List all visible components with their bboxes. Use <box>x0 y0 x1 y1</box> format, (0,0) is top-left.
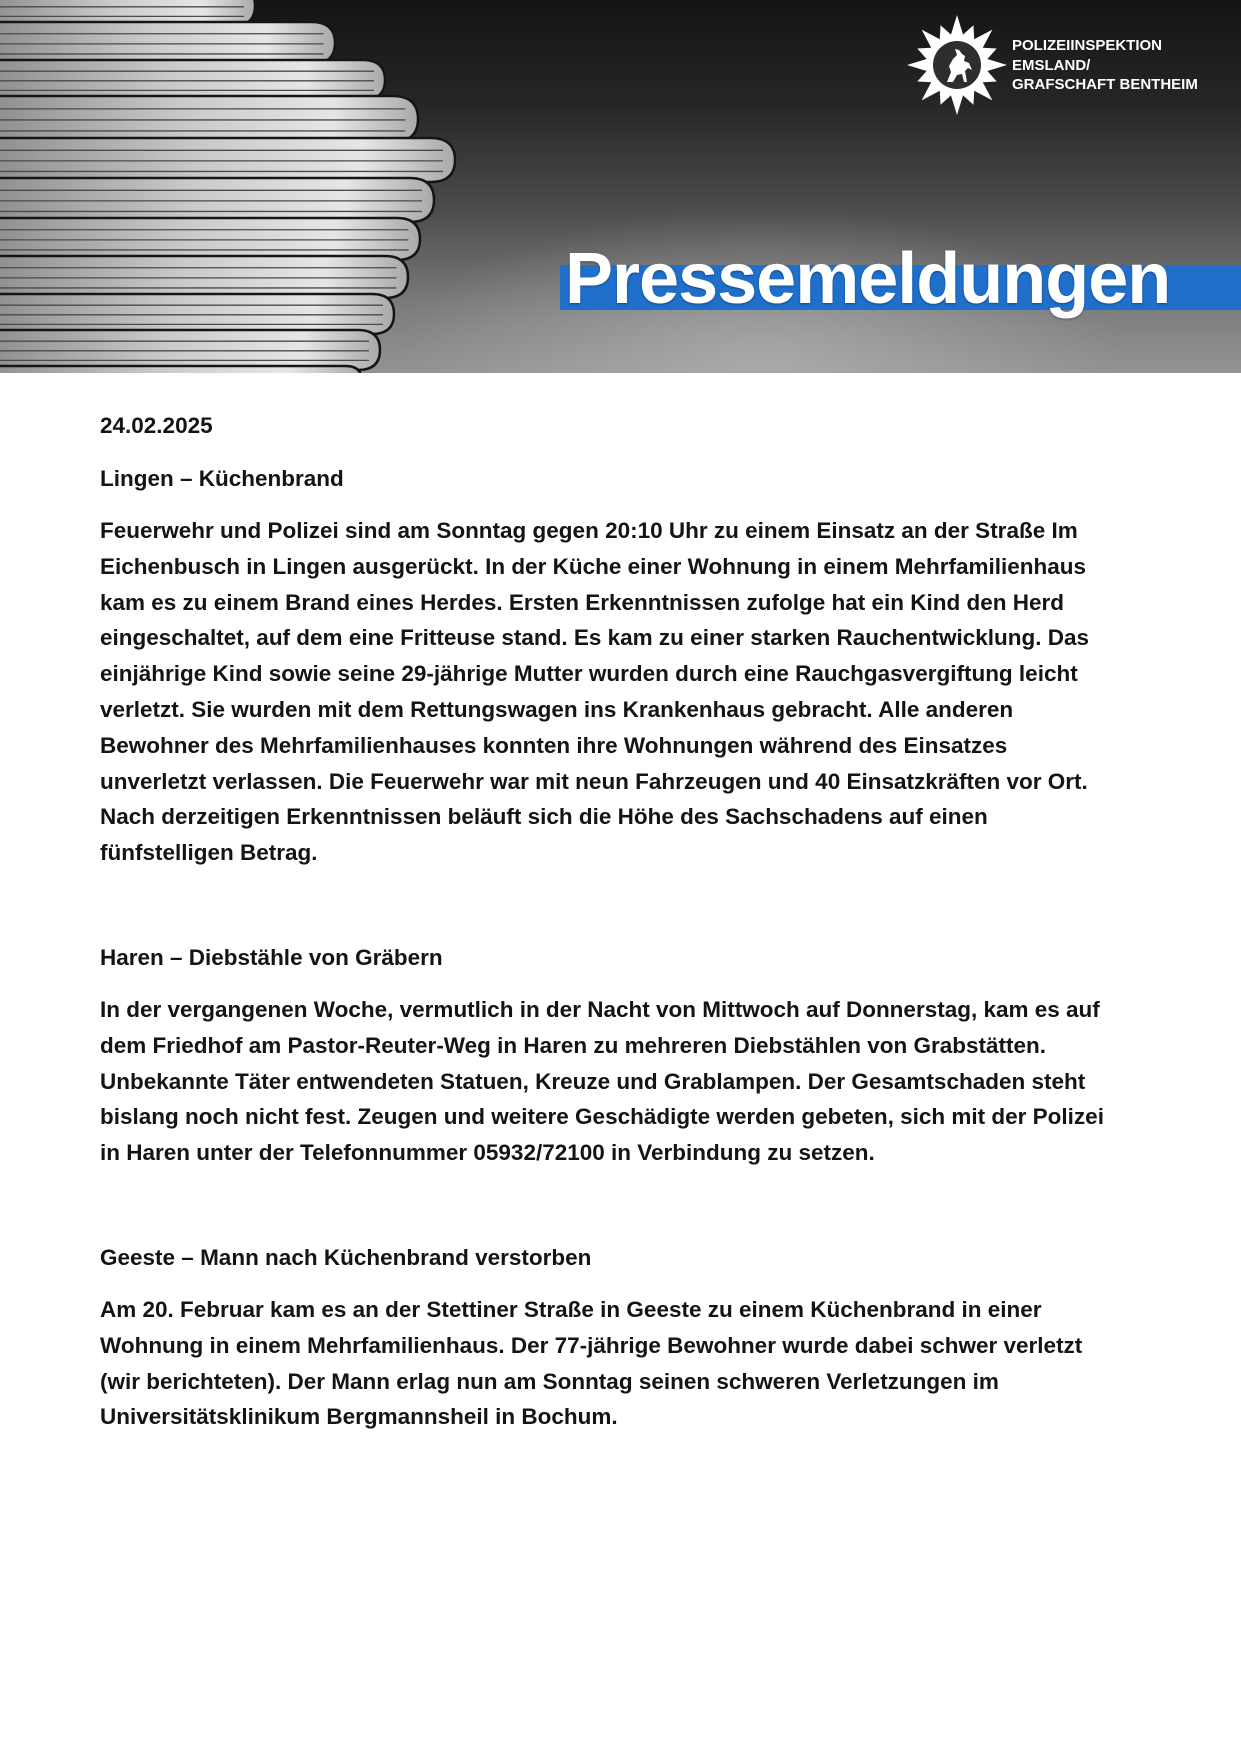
body-line: (wir berichteten). Der Mann erlag nun am Sonntag seinen schweren Verletzungen im <box>100 1368 999 1394</box>
report-haren <box>100 940 1104 1171</box>
body-line: verletzt. Sie wurden mit dem Rettungswagen ins Krankenhaus gebracht. Alle anderen <box>100 696 1014 722</box>
body-line: Feuerwehr und Polizei sind am Sonntag gegen 20:10 Uhr zu einem Einsatz an der Straße Im <box>100 517 1078 543</box>
newspaper-bundle <box>0 294 394 334</box>
body-line: Unbekannte Täter entwendeten Statuen, Kreuze und Grablampen. Der Gesamtschaden steht <box>100 1068 1086 1094</box>
body-line: Bewohner des Mehrfamilienhauses konnten ihre Wohnungen während des Einsatzes <box>100 732 1008 758</box>
newspaper-bundle <box>0 218 420 260</box>
newspaper-bundle <box>0 96 418 142</box>
body-line: bislang noch nicht fest. Zeugen und weitere Geschädigte werden gebeten, sich mit der Polizei <box>100 1104 1104 1130</box>
org-line-1: POLIZEIINSPEKTION <box>1012 37 1163 54</box>
body-line: Am 20. Februar kam es an der Stettiner Straße in Geeste zu einem Küchenbrand in einer <box>100 1296 1042 1322</box>
body-line: Wohnung in einem Mehrfamilienhaus. Der 77-jährige Bewohner wurde dabei schwer verletzt <box>100 1332 1083 1358</box>
header-banner <box>0 0 1241 373</box>
body-line: dem Friedhof am Pastor-Reuter-Weg in Haren zu mehreren Diebstählen von Grabstätten. <box>100 1032 1047 1058</box>
newspaper-bundle <box>0 366 362 373</box>
police-inspection-name <box>1012 36 1198 95</box>
police-star-emblem-icon <box>905 12 1009 118</box>
release-date: 24.02.2025 <box>100 413 213 438</box>
report-lingen <box>100 461 1089 871</box>
body-line: Universitätsklinikum Bergmannsheil in Bochum. <box>100 1404 618 1430</box>
report-body <box>100 1292 1082 1435</box>
org-line-3: GRAFSCHAFT BENTHEIM <box>1012 76 1198 93</box>
newspaper-bundle <box>0 138 455 182</box>
newspaper-bundle <box>0 256 408 298</box>
body-line: Nach derzeitigen Erkenntnissen beläuft sich die Höhe des Sachschadens auf einen <box>100 804 988 830</box>
body-line: unverletzt verlassen. Die Feuerwehr war mit neun Fahrzeugen und 40 Einsatzkräften vor Ort. <box>100 768 1088 794</box>
newspaper-bundle <box>0 60 385 100</box>
newspaper-stack-image <box>0 0 480 373</box>
report-body <box>100 992 1104 1171</box>
body-line: in Haren unter der Telefonnummer 05932/72100 in Verbindung zu setzen. <box>100 1140 875 1166</box>
body-line: fünfstelligen Betrag. <box>100 840 318 866</box>
banner-title: Pressemeldungen <box>565 239 1171 319</box>
report-headline: Haren – Diebstähle von Gräbern <box>100 945 443 970</box>
newspaper-bundle <box>0 330 380 370</box>
report-geeste <box>100 1240 1082 1435</box>
body-line: In der vergangenen Woche, vermutlich in der Nacht von Mittwoch auf Donnerstag, kam es auf <box>100 996 1100 1022</box>
body-line: kam es zu einem Brand eines Herdes. Ersten Erkenntnissen zufolge hat ein Kind den Herd <box>100 589 1065 615</box>
body-line: einjährige Kind sowie seine 29-jährige Mutter wurden durch eine Rauchgasvergiftung leicht <box>100 661 1078 687</box>
newspaper-bundle <box>0 178 434 222</box>
body-line: Eichenbusch in Lingen ausgerückt. In der Küche einer Wohnung in einem Mehrfamilienhaus <box>100 553 1086 579</box>
report-headline: Geeste – Mann nach Küchenbrand verstorben <box>100 1245 592 1270</box>
org-line-2: EMSLAND/ <box>1012 56 1091 74</box>
newspaper-bundle <box>0 22 335 64</box>
report-headline: Lingen – Küchenbrand <box>100 466 344 491</box>
report-body <box>100 513 1089 871</box>
body-line: eingeschaltet, auf dem eine Fritteuse stand. Es kam zu einer starken Rauchentwicklung. Das <box>100 625 1090 651</box>
